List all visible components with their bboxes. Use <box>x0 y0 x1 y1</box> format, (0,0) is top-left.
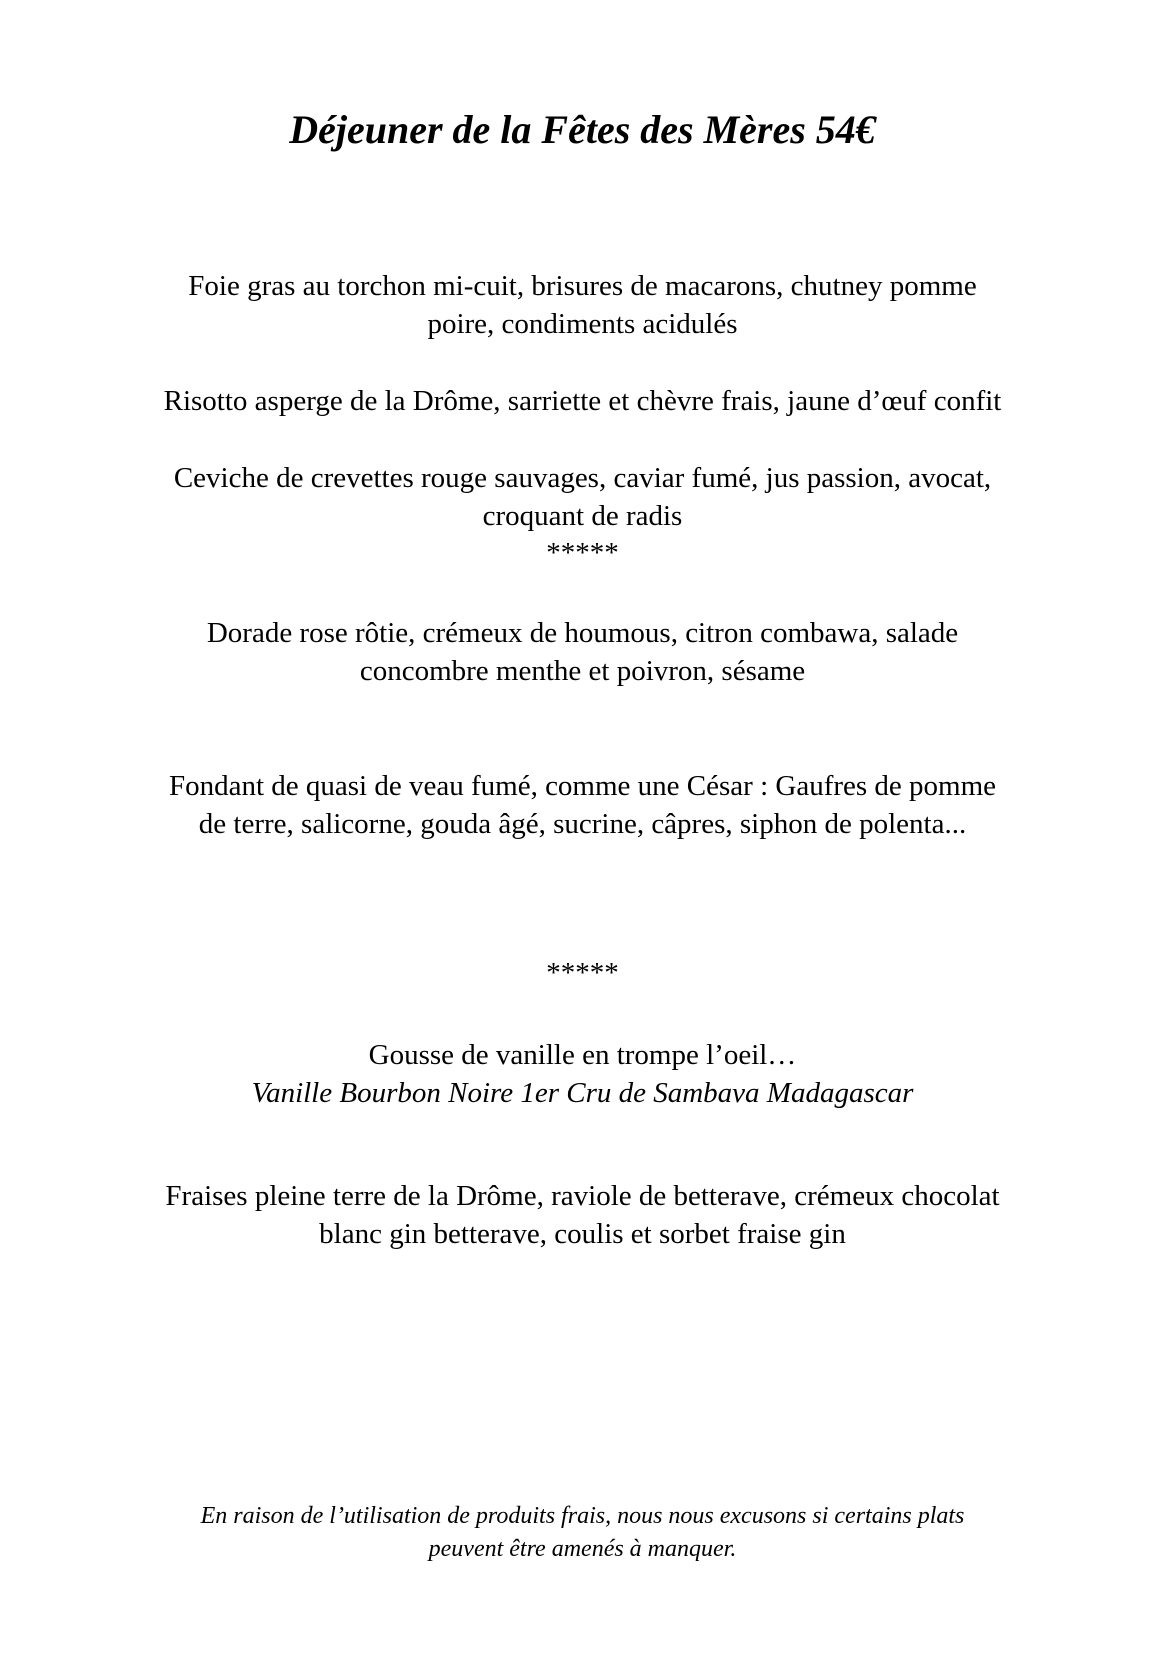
dish-ceviche <box>0 459 1165 535</box>
dish-ceviche-line-2: croquant de radis <box>482 500 683 532</box>
dish-fraises-line-1: Fraises pleine terre de la Drôme, raviole de betterave, crémeux chocolat <box>165 1180 1000 1212</box>
course-separator-1: ***** <box>546 537 619 569</box>
dish-gousse-line-2: Vanille Bourbon Noire 1er Cru de Sambava Madagascar <box>251 1077 914 1109</box>
footer-note <box>0 1500 1165 1566</box>
menu-title: Déjeuner de la Fêtes des Mères 54€ <box>289 107 876 152</box>
dish-fraises <box>0 1177 1165 1253</box>
dish-fondant-line-2: de terre, salicorne, gouda âgé, sucrine, câpres, siphon de polenta... <box>198 808 967 840</box>
dish-gousse-vanille <box>0 1036 1165 1112</box>
dish-fondant <box>0 767 1165 843</box>
dish-risotto-line-1: Risotto asperge de la Drôme, sarriette et chèvre frais, jaune d’œuf confit <box>163 385 1002 417</box>
dish-fraises-line-2: blanc gin betterave, coulis et sorbet fraise gin <box>319 1218 846 1250</box>
dish-fondant-line-1: Fondant de quasi de veau fumé, comme une César : Gaufres de pomme <box>168 770 997 802</box>
dish-gousse-line-1: Gousse de vanille en trompe l’oeil… <box>368 1039 797 1071</box>
dish-dorade-line-2: concombre menthe et poivron, sésame <box>359 655 806 687</box>
dish-dorade <box>0 614 1165 690</box>
dish-risotto <box>0 382 1165 420</box>
dish-foie-gras-line-2: poire, condiments acidulés <box>427 308 738 340</box>
dish-foie-gras-line-1: Foie gras au torchon mi-cuit, brisures de macarons, chutney pomme <box>188 270 977 302</box>
dish-dorade-line-1: Dorade rose rôtie, crémeux de houmous, citron combawa, salade <box>206 617 959 649</box>
footer-note-line-2: peuvent être amenés à manquer. <box>428 1536 737 1562</box>
dish-foie-gras <box>0 267 1165 343</box>
course-separator-2: ***** <box>546 957 619 989</box>
footer-note-line-1: En raison de l’utilisation de produits frais, nous nous excusons si certains plats <box>200 1503 965 1529</box>
dish-ceviche-line-1: Ceviche de crevettes rouge sauvages, caviar fumé, jus passion, avocat, <box>173 462 992 494</box>
